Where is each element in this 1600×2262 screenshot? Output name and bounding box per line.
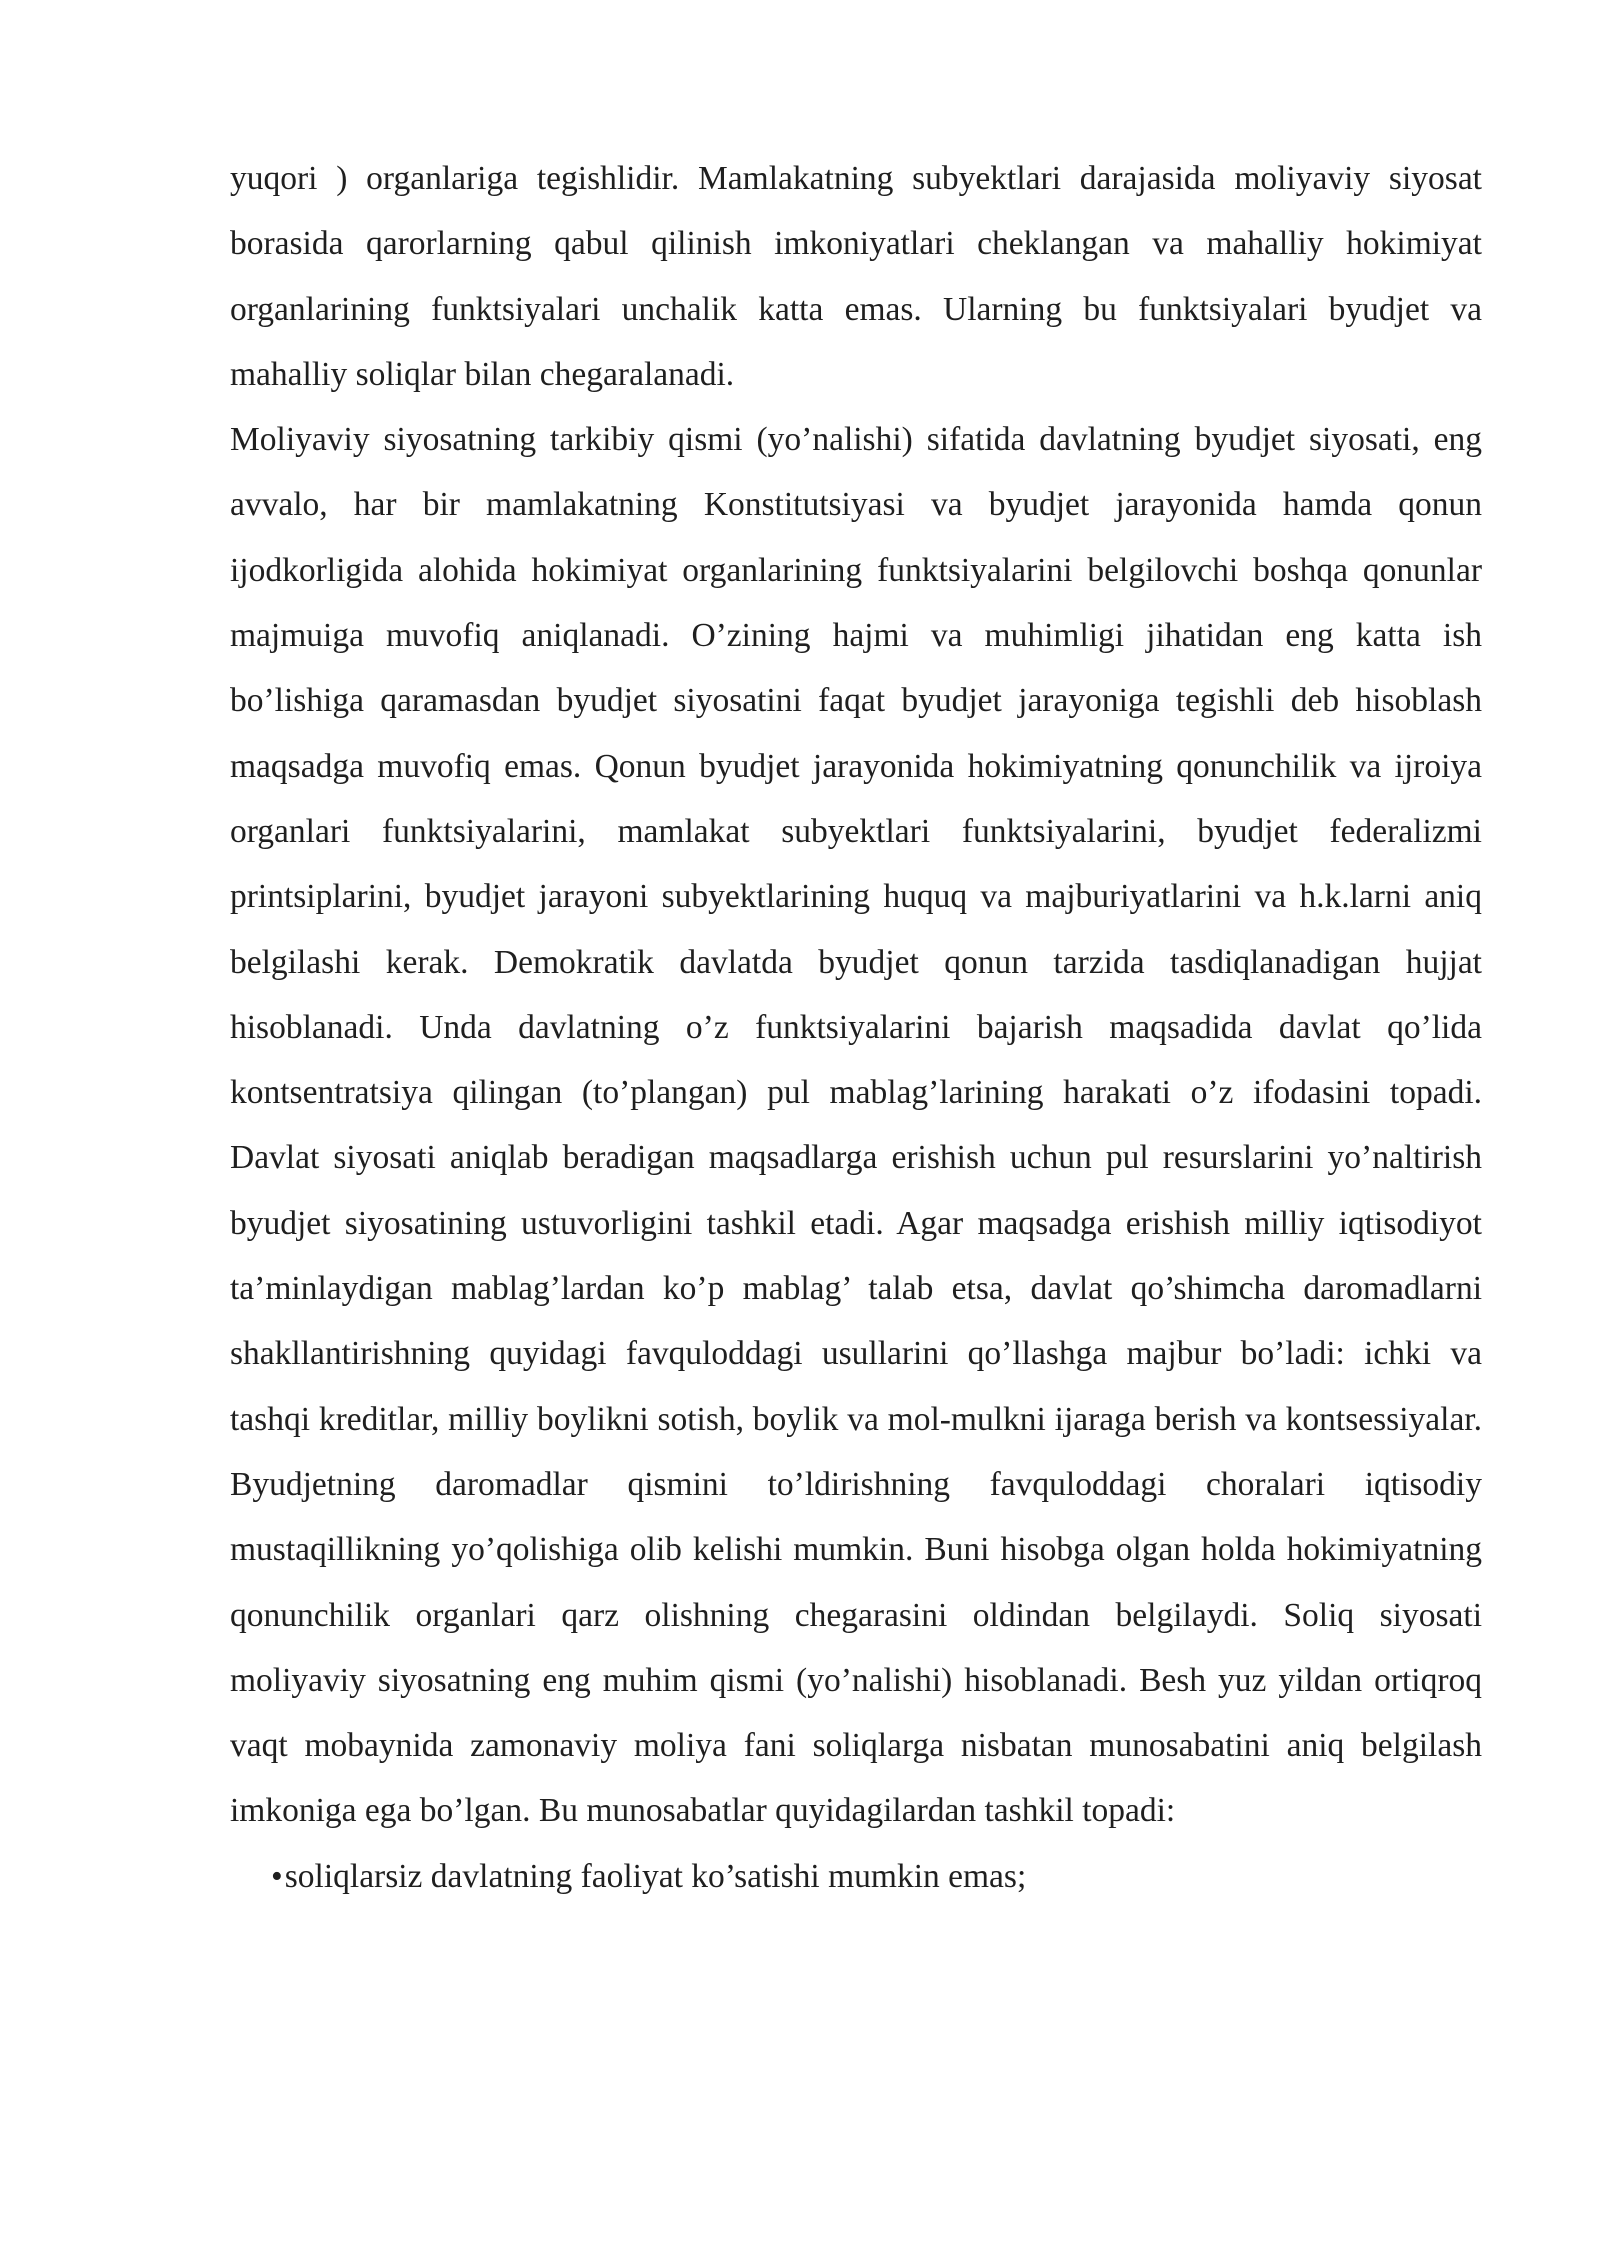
document-body [230,146,1482,1909]
bullet-icon: • [271,1857,283,1895]
paragraph-budget-policy: Moliyaviy siyosatning tarkibiy qismi (yo’nalishi) sifatida davlatning byudjet siyosati, eng avvalo, har bir mamlakatning Konstitutsiyasi va byudjet jarayonida hamda qonun ijodkorligida alohida hokimiyat organlarining funktsiyalarini belgilovchi boshqa qonunlar majmuiga muvofiq aniqlanadi. O’zining hajmi va muhimligi jihatidan eng katta ish bo’lishiga qaramasdan byudjet siyosatini faqat byudjet jarayoniga tegishli deb hisoblash maqsadga muvofiq emas. Qonun byudjet jarayonida hokimiyatning qonunchilik va ijroiya organlari funktsiyalarini, mamlakat subyektlari funktsiyalarini, byudjet federalizmi printsiplarini, byudjet jarayoni subyektlarining huquq va majburiyatlarini va h.k.larni aniq belgilashi kerak. Demokratik davlatda byudjet qonun tarzida tasdiqlanadigan hujjat hisoblanadi. Unda davlatning o’z funktsiyalarini bajarish maqsadida davlat qo’lida kontsentratsiya qilingan (to’plangan) pul mablag’larining harakati o’z ifodasini topadi. Davlat siyosati aniqlab beradigan maqsadlarga erishish uchun pul resurslarini yo’naltirish byudjet siyosatining ustuvorligini tashkil etadi. Agar maqsadga erishish milliy iqtisodiyot ta’minlaydigan mablag’lardan ko’p mablag’ talab etsa, davlat qo’shimcha daromadlarni shakllantirishning quyidagi favquloddagi usullarini qo’llashga majbur bo’ladi: ichki va tashqi kreditlar, milliy boylikni sotish, boylik va mol-mulkni ijaraga berish va kontsessiyalar. Byudjetning daromadlar qismini to’ldirishning favquloddagi choralari iqtisodiy mustaqillikning yo’qolishiga olib kelishi mumkin. Buni hisobga olgan holda hokimiyatning qonunchilik organlari qarz olishning chegarasini oldindan belgilaydi. Soliq siyosati moliyaviy siyosatning eng muhim qismi (yo’nalishi) hisoblanadi. Besh yuz yildan ortiqroq vaqt mobaynida zamonaviy moliya fani soliqlarga nisbatan munosabatini aniq belgilash imkoniga ega bo’lgan. Bu munosabatlar quyidagilardan tashkil topadi: [230,421,1482,1830]
bullet-list [230,1844,1482,1909]
paragraph-intro: yuqori ) organlariga tegishlidir. Mamlakatning subyektlari darajasida moliyaviy siyosat borasida qarorlarning qabul qilinish imkoniyatlari cheklangan va mahalliy hokimiyat organlarining funktsiyalari unchalik katta emas. Ularning bu funktsiyalari byudjet va mahalliy soliqlar bilan chegaralanadi. [230,160,1482,393]
list-item-text: soliqlarsiz davlatning faoliyat ko’satishi mumkin emas; [284,1857,1027,1895]
list-item [271,1844,1482,1909]
